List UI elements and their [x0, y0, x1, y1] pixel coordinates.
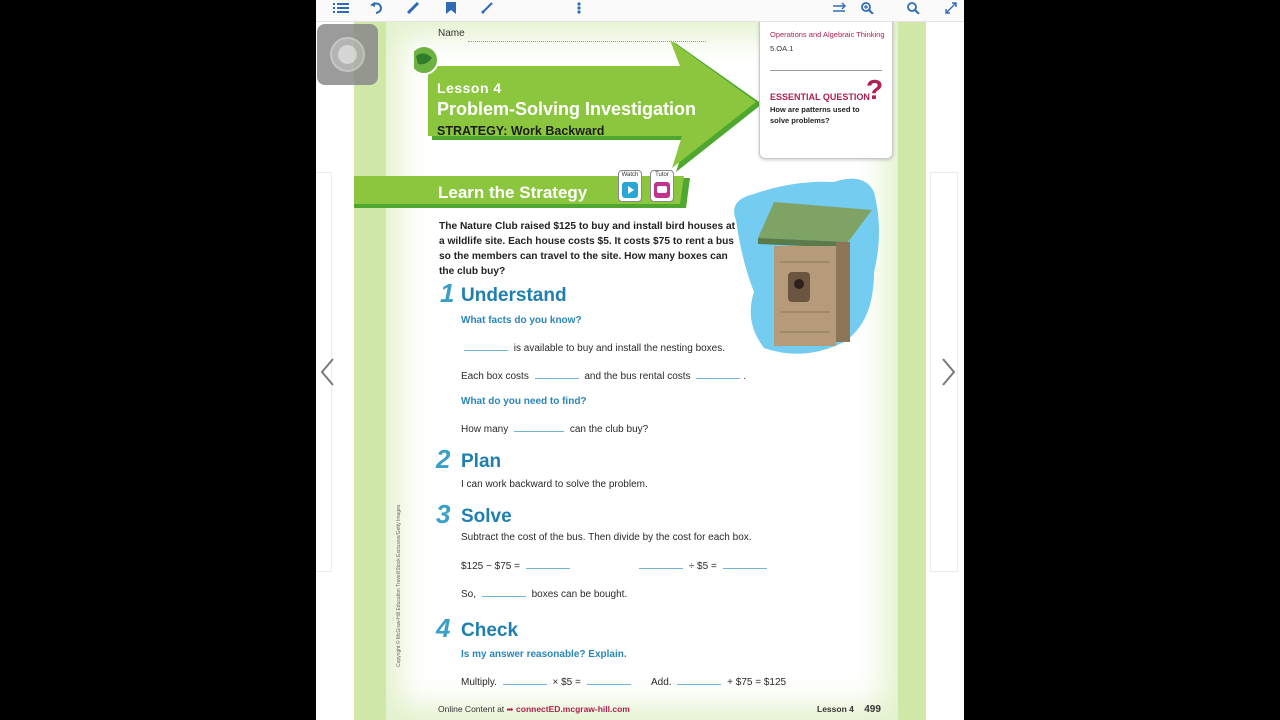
equation-2-text: ÷ $5 = [688, 561, 717, 572]
assistive-touch-button[interactable] [317, 24, 378, 85]
answer-blank[interactable] [587, 684, 631, 685]
page-number: 499 [864, 704, 881, 715]
previous-page-button[interactable] [318, 356, 338, 388]
answer-blank[interactable] [677, 684, 721, 685]
check-multiply-line [461, 677, 634, 688]
undo-icon[interactable] [366, 0, 388, 16]
card-divider [770, 70, 882, 71]
step-1-number: 1 [440, 278, 455, 308]
fact-1-line [461, 343, 725, 354]
problem-text: The Nature Club raised $125 to buy and install bird houses at a wildlife site. Each house costs $5. It costs $75 to rent a bus so the members can travel to the site. How many boxes can the club buy? [439, 221, 736, 278]
check-add-line [651, 677, 786, 688]
solve-conclusion [461, 589, 627, 600]
fact-2-text-a: Each box costs [461, 371, 529, 382]
find-line [461, 424, 648, 435]
equation-1-text: $125 − $75 = [461, 561, 520, 572]
more-icon[interactable] [568, 0, 590, 16]
chevron-right-icon [938, 356, 958, 388]
fact-2-text-b: and the bus rental costs [584, 371, 691, 382]
find-text-b: can the club buy? [569, 424, 649, 435]
highlighter-icon[interactable] [476, 0, 498, 16]
solve-text: Subtract the cost of the bus. Then divide by the cost for each box. [461, 532, 752, 543]
plan-text: I can work backward to solve the problem. [461, 479, 648, 490]
birdhouse-photo [724, 172, 884, 362]
bookmark-icon[interactable] [440, 0, 462, 16]
cursor-arrow-icon: ➦ [506, 704, 514, 714]
standard-domain: Operations and Algebraic Thinking [770, 30, 885, 39]
connected-link[interactable]: connectED.mcgraw-hill.com [516, 704, 630, 714]
answer-blank[interactable] [514, 431, 564, 432]
ebook-viewer [316, 0, 964, 720]
find-question: What do you need to find? [461, 396, 587, 407]
lesson-arrow-banner [414, 22, 774, 172]
solve-equation-2 [636, 561, 770, 572]
zoom-icon[interactable] [856, 0, 878, 16]
so-text-a: So, [461, 589, 477, 600]
lesson-number: Lesson 4 [437, 80, 502, 96]
check-question: Is my answer reasonable? Explain. [461, 649, 627, 660]
question-mark-icon: ? [866, 74, 884, 105]
answer-blank[interactable] [639, 568, 683, 569]
standard-code: 5.OA.1 [770, 44, 794, 53]
learn-strategy-title: Learn the Strategy [438, 183, 588, 202]
play-icon [622, 182, 638, 198]
pen-icon[interactable] [402, 0, 424, 16]
answer-blank[interactable] [464, 350, 508, 351]
lesson-strategy: STRATEGY: Work Backward [437, 124, 605, 138]
tutor-label: Tutor [655, 172, 669, 178]
home-circle-icon [330, 37, 365, 72]
solve-equation-1 [461, 561, 573, 572]
search-icon[interactable] [902, 0, 924, 16]
essential-question-text: How are patterns used to solve problems? [770, 105, 860, 125]
step-3-title: Solve [461, 506, 512, 527]
watch-label: Watch [621, 172, 639, 178]
lesson-title: Problem-Solving Investigation [437, 99, 697, 119]
next-page-button[interactable] [938, 356, 958, 388]
multiply-text-b: × $5 = [552, 677, 581, 688]
step-3-number: 3 [436, 499, 451, 529]
step-1-title: Understand [461, 285, 567, 306]
fact-2-text-c: . [743, 371, 747, 382]
footer-page-info [817, 704, 881, 715]
add-text-a: Add. [651, 677, 672, 688]
fact-1-text: is available to buy and install the nesting boxes. [513, 343, 726, 354]
footer-online-content [438, 704, 630, 715]
facts-question: What facts do you know? [461, 315, 582, 326]
fact-2-line [461, 371, 746, 382]
answer-blank[interactable] [535, 378, 579, 379]
fullscreen-icon[interactable] [940, 0, 962, 16]
textbook-page [354, 22, 926, 720]
essential-question-title: ESSENTIAL QUESTION [770, 92, 870, 102]
step-4-title: Check [461, 620, 519, 641]
name-label: Name [438, 28, 465, 39]
add-text-b: + $75 = $125 [727, 677, 787, 688]
find-text-a: How many [461, 424, 509, 435]
reader-toolbar [316, 0, 964, 22]
essential-question-card [759, 22, 893, 159]
so-text-b: boxes can be bought. [531, 589, 628, 600]
footer-lesson: Lesson 4 [817, 704, 854, 714]
answer-blank[interactable] [526, 568, 570, 569]
tutor-button[interactable] [650, 170, 674, 202]
answer-blank[interactable] [503, 684, 547, 685]
chat-bubble-icon [654, 182, 670, 198]
step-2-number: 2 [436, 444, 451, 474]
fit-width-icon[interactable] [828, 0, 850, 16]
answer-blank[interactable] [723, 568, 767, 569]
step-2-title: Plan [461, 451, 502, 472]
chevron-left-icon [318, 356, 338, 388]
answer-blank[interactable] [482, 596, 526, 597]
copyright-text: Copyright © McGraw-Hill Education Travel/iStock Exclusive/Getty Images [396, 504, 402, 667]
step-4-number: 4 [436, 613, 451, 643]
answer-blank[interactable] [696, 378, 740, 379]
multiply-text-a: Multiply. [461, 677, 497, 688]
watch-button[interactable] [618, 170, 642, 202]
online-content-label: Online Content at [438, 704, 505, 714]
list-icon[interactable] [330, 0, 352, 16]
